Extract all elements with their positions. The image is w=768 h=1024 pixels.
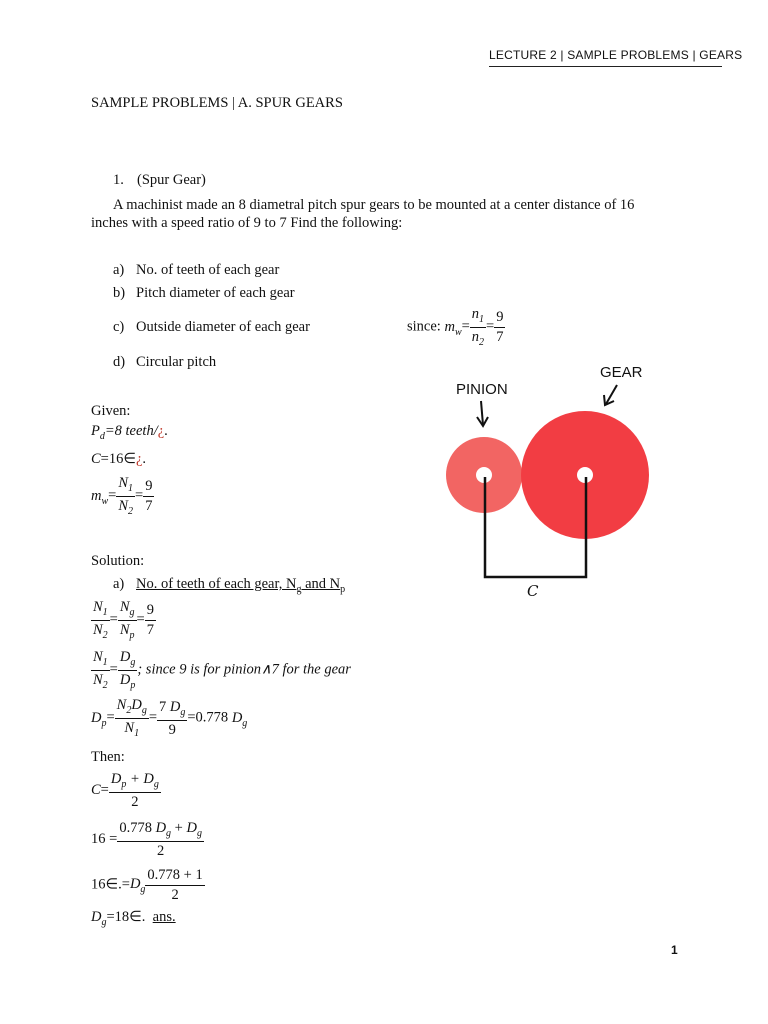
equation-factor: $16\in.=D_g$ $\frac{0.778 + 1}{2}$ [91, 867, 203, 903]
item-text-c: Outside diameter of each gear [136, 319, 310, 335]
section-title: SAMPLE PROBLEMS | A. SPUR GEARS [91, 95, 343, 111]
c-odd-char: ¿ [135, 451, 143, 467]
step-text: No. of teeth of each gear, N [136, 576, 297, 592]
equation-teeth-ratio: $\frac{N_1}{N_2}$ = $\frac{N_g}{N_p}$ = $\frac{9}{7}$ [93, 599, 154, 641]
solution-heading: Solution: [91, 553, 145, 569]
item-text-a: No. of teeth of each gear [136, 262, 280, 278]
equation-answer: $D_g=18\in$. ans. [91, 909, 176, 928]
equation-substitution: 16 = $\frac{0.778 D_g + D_g}{2}$ [91, 820, 202, 859]
gear-arrow-icon [604, 385, 617, 405]
solution-step-title: No. of teeth of each gear, $N_g$ and $N_p$ [136, 576, 346, 595]
center-distance-label: C [527, 582, 539, 600]
step-and: and N [301, 576, 341, 592]
given-diametral-pitch: $P_d=8$ teeth/¿. [91, 423, 168, 442]
header-rule [489, 66, 722, 67]
equation-dp: $D_p=$ $\frac{N_2D_g}{N_1}$ = $\frac{7 D_g}{9}$ =0.778 $D_g$ [91, 697, 248, 739]
item-text-b: Pitch diameter of each gear [136, 285, 295, 301]
equation-center-distance: C= $\frac{D_p + D_g}{2}$ [91, 771, 159, 810]
answer-value: =18∈. [106, 909, 146, 925]
problem-statement-line2: inches with a speed ratio of 9 to 7 Find the following: [91, 215, 403, 231]
since-label: since: [407, 318, 441, 335]
dp-result: =0.778 [187, 709, 229, 726]
item-letter-c: c) [113, 319, 125, 335]
c-rhs: =16∈ [100, 451, 136, 467]
pd-rhs: =8 teeth/ [104, 423, 158, 439]
page-number: 1 [671, 943, 678, 957]
given-speed-ratio: $m_w=$ $\frac{N_1}{N_2}$ = $\frac{9}{7}$ [91, 475, 153, 517]
item-letter-b: b) [113, 285, 126, 301]
problem-statement-line1: A machinist made an 8 diametral pitch spur gears to be mounted at a center distance of 16 [113, 197, 635, 213]
gear-label: GEAR [600, 364, 643, 381]
then-label: Then: [91, 749, 125, 765]
item-letter-d: d) [113, 354, 126, 370]
since-speed-ratio-formula: since: $m_w=$ $\frac{n_1}{n_2}$ = $\frac{9}{7}$ [407, 306, 504, 348]
equation-diameter-ratio: $\frac{N_1}{N_2}$ = $\frac{D_g}{D_p}$ ; since 9 is for pinion∧7 for the gear [93, 649, 351, 691]
running-header: LECTURE 2 | SAMPLE PROBLEMS | GEARS [489, 48, 743, 62]
gear-diagram [430, 355, 670, 605]
given-center-distance: C=16∈¿. [91, 451, 147, 467]
pd-odd-char: ¿ [157, 423, 165, 439]
given-heading: Given: [91, 403, 131, 419]
problem-number: 1. [113, 172, 124, 188]
solution-step-letter: a) [113, 576, 125, 592]
item-letter-a: a) [113, 262, 125, 278]
problem-label: (Spur Gear) [137, 172, 206, 188]
answer-label: ans. [152, 909, 176, 925]
item-text-d: Circular pitch [136, 354, 217, 370]
pinion-label: PINION [456, 381, 508, 398]
equation-note: ; since 9 is for pinion∧7 for the gear [137, 661, 351, 678]
pinion-arrow-icon [477, 401, 488, 426]
